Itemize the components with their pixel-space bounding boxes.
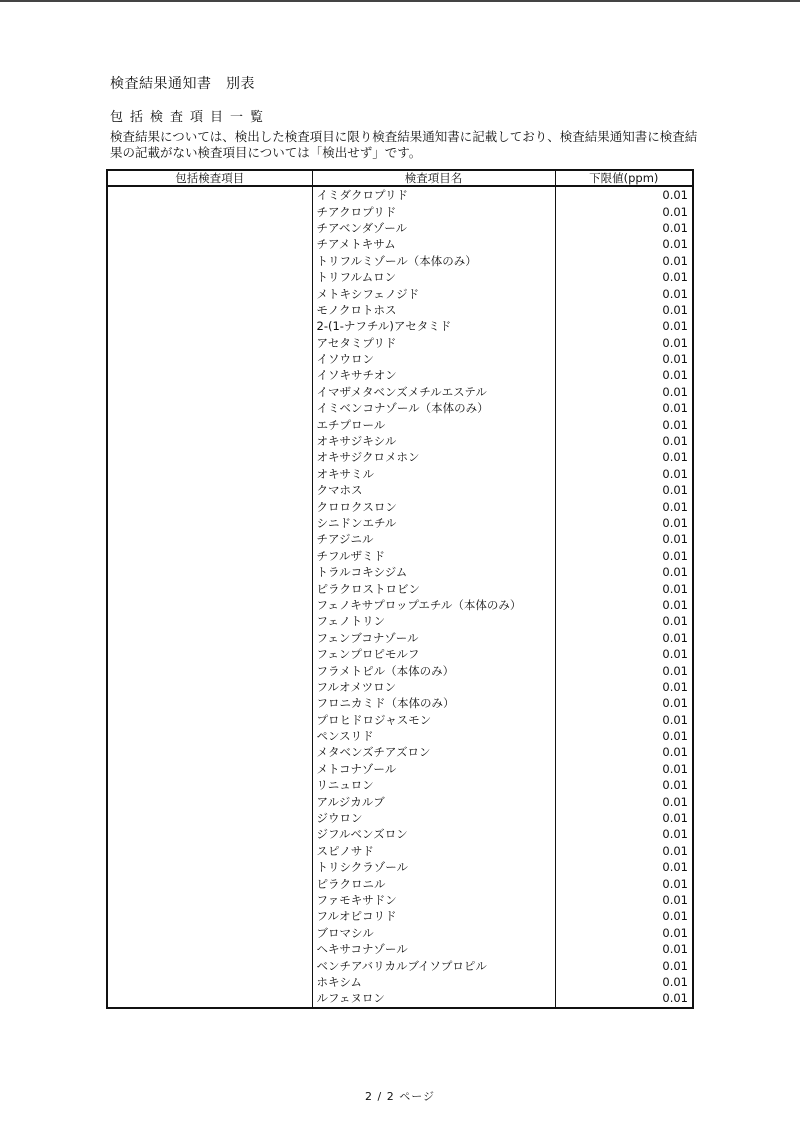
item-name-cell: チアクロプリド [312, 203, 555, 219]
item-name-cell: フェノトリン [312, 613, 555, 629]
result-notice: 検査結果については、検出した検査項目に限り検査結果通知書に記載しており、検査結果通知書に検査結果の記載がない検査項目については「検出せず」です。 [110, 129, 698, 160]
item-name-cell: イミダクロプリド [312, 186, 555, 203]
lower-limit-cell: 0.01 [662, 696, 688, 711]
item-name-cell: イミベンコナゾール（本体のみ） [312, 400, 555, 416]
lower-limit-cell: 0.01 [662, 548, 688, 563]
item-name-cell: ヘキサコナゾール [312, 941, 555, 957]
lower-limit-cell: 0.01 [662, 401, 688, 416]
page-number: 2 / 2 ページ [365, 1090, 435, 1103]
item-name-cell: メタベンズチアズロン [312, 744, 555, 760]
lower-limit-cell: 0.01 [662, 827, 688, 842]
lower-limit-cell: 0.01 [662, 319, 688, 334]
lower-limit-cell: 0.01 [662, 302, 688, 317]
item-name-cell: プロヒドロジャスモン [312, 712, 555, 728]
lower-limit-cell: 0.01 [662, 958, 688, 973]
table-body [107, 186, 693, 1008]
table-row [107, 186, 693, 203]
item-name-cell: リニュロン [312, 777, 555, 793]
item-name-cell: ブロマシル [312, 925, 555, 941]
lower-limit-cell: 0.01 [662, 647, 688, 662]
item-name-cell: オキサジクロメホン [312, 449, 555, 465]
item-name-cell: メトキシフェノジド [312, 285, 555, 301]
lower-limit-cell: 0.01 [662, 368, 688, 383]
item-name-cell: チアメトキサム [312, 236, 555, 252]
lower-limit-cell: 0.01 [662, 942, 688, 957]
lower-limit-cell: 0.01 [662, 417, 688, 432]
lower-limit-cell: 0.01 [662, 532, 688, 547]
lower-limit-cell: 0.01 [662, 614, 688, 629]
item-name-cell: フロニカミド（本体のみ） [312, 695, 555, 711]
lower-limit-cell: 0.01 [662, 679, 688, 694]
column-header-lower-limit: 下限値(ppm) [555, 170, 693, 186]
lower-limit-cell: 0.01 [662, 581, 688, 596]
item-name-cell: モノクロトホス [312, 302, 555, 318]
item-name-cell: ファモキサドン [312, 892, 555, 908]
page-top-border [0, 0, 800, 2]
lower-limit-cell: 0.01 [662, 909, 688, 924]
lower-limit-cell: 0.01 [662, 843, 688, 858]
lower-limit-cell: 0.01 [662, 237, 688, 252]
item-name-cell: フルオメツロン [312, 679, 555, 695]
lower-limit-cell: 0.01 [662, 794, 688, 809]
item-name-cell: クロロクスロン [312, 498, 555, 514]
lower-limit-cell: 0.01 [662, 253, 688, 268]
lower-limit-cell: 0.01 [662, 483, 688, 498]
lower-limit-cell: 0.01 [662, 745, 688, 760]
lower-limit-cell: 0.01 [662, 663, 688, 678]
lower-limit-cell: 0.01 [662, 974, 688, 989]
lower-limit-cell: 0.01 [662, 925, 688, 940]
lower-limit-cell: 0.01 [662, 384, 688, 399]
item-name-cell: イソキサチオン [312, 367, 555, 383]
item-name-cell: スピノサド [312, 843, 555, 859]
item-name-cell: オキサジキシル [312, 433, 555, 449]
item-name-cell: トラルコキシジム [312, 564, 555, 580]
item-name-cell: ピラクロニル [312, 875, 555, 891]
lower-limit-cell: 0.01 [662, 630, 688, 645]
lower-limit-cell: 0.01 [662, 204, 688, 219]
inspection-items-table [106, 169, 694, 1009]
item-name-cell: エチプロール [312, 416, 555, 432]
column-header-category: 包括検査項目 [107, 170, 312, 186]
item-name-cell: チアジニル [312, 531, 555, 547]
lower-limit-cell: 0.01 [662, 892, 688, 907]
item-name-cell: ピラクロストロビン [312, 580, 555, 596]
item-name-cell: イソウロン [312, 351, 555, 367]
item-name-cell: クマホス [312, 482, 555, 498]
item-name-cell: ホキシム [312, 974, 555, 990]
item-name-cell: チフルザミド [312, 548, 555, 564]
lower-limit-cell: 0.01 [662, 778, 688, 793]
lower-limit-cell: 0.01 [662, 286, 688, 301]
category-cell [107, 186, 312, 1008]
item-name-cell: メトコナゾール [312, 761, 555, 777]
item-name-cell: オキサミル [312, 466, 555, 482]
lower-limit-cell: 0.01 [662, 729, 688, 744]
table-header-row [107, 170, 693, 186]
lower-limit-cell: 0.01 [662, 761, 688, 776]
item-name-cell: フェンプロピモルフ [312, 646, 555, 662]
item-name-cell: ルフェヌロン [312, 990, 555, 1007]
lower-limit-cell: 0.01 [662, 516, 688, 530]
item-name-cell: フェノキサプロップエチル（本体のみ） [312, 597, 555, 613]
document-subtitle: 包括検査項目一覧 [110, 110, 271, 125]
lower-limit-cell: 0.01 [662, 434, 688, 449]
lower-limit-cell: 0.01 [662, 597, 688, 612]
lower-limit-cell: 0.01 [662, 499, 688, 514]
item-name-cell: ベンチアバリカルブイソプロピル [312, 957, 555, 973]
item-name-cell: トリフルミゾール（本体のみ） [312, 253, 555, 269]
item-name-cell: ジウロン [312, 810, 555, 826]
lower-limit-cell: 0.01 [662, 188, 688, 203]
lower-limit-cell: 0.01 [662, 712, 688, 727]
item-name-cell: アセタミプリド [312, 335, 555, 351]
item-name-cell: 2-(1-ナフチル)アセタミド [312, 318, 555, 334]
lower-limit-cell: 0.01 [662, 335, 688, 350]
document-title: 検査結果通知書 別表 [110, 76, 255, 92]
item-name-cell: ジフルベンズロン [312, 826, 555, 842]
lower-limit-cell: 0.01 [662, 991, 688, 1006]
lower-limit-cell: 0.01 [662, 466, 688, 481]
item-name-cell: シニドンエチル [312, 515, 555, 531]
item-name-cell: トリフルムロン [312, 269, 555, 285]
lower-limit-cell: 0.01 [662, 876, 688, 891]
lower-limit-cell: 0.01 [662, 860, 688, 875]
item-name-cell: フラメトピル（本体のみ） [312, 662, 555, 678]
item-name-cell: フェンブコナゾール [312, 630, 555, 646]
item-name-cell: ペンスリド [312, 728, 555, 744]
item-name-cell: イマザメタベンズメチルエステル [312, 384, 555, 400]
lower-limit-cell: 0.01 [662, 270, 688, 285]
lower-limit-cell: 0.01 [662, 220, 688, 235]
lower-limit-cell: 0.01 [662, 450, 688, 465]
item-name-cell: アルジカルブ [312, 793, 555, 809]
column-header-item-name: 検査項目名 [312, 170, 555, 186]
lower-limit-cell: 0.01 [662, 352, 688, 367]
item-name-cell: フルオピコリド [312, 908, 555, 924]
table-header [107, 170, 693, 186]
lower-limit-cell: 0.01 [662, 565, 688, 580]
lower-limit-cell: 0.01 [662, 811, 688, 826]
item-name-cell: トリシクラゾール [312, 859, 555, 875]
item-name-cell: チアベンダゾール [312, 220, 555, 236]
